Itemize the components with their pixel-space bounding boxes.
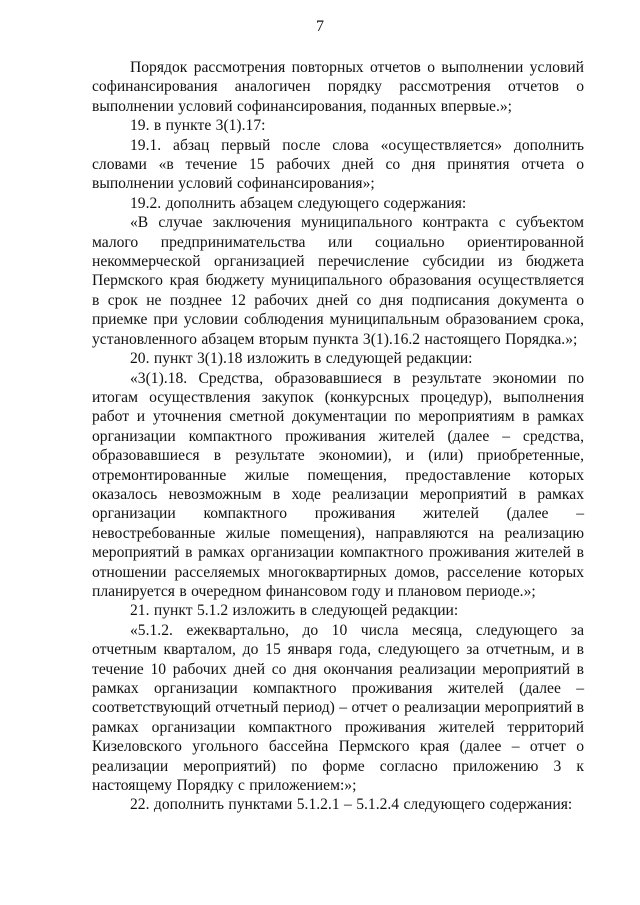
paragraph: 19.2. дополнить абзацем следующего содержания: — [130, 194, 467, 212]
paragraph: «5.1.2. ежеквартально, до 10 числа месяца, следующего за отчетным кварталом, до 15 января года, следующего за отчетным, и в течение 10 рабочих дней со дня окончания реализации мероприятий в рамках организации компактного проживания жителей (далее – соответствующий отчетный период) – отчет о реализации мероприятий в рамках организации компактного проживания жителей территорий Кизеловского угольного бассейна Пермского края (далее – отчет о реализации мероприятий) по форме согласно приложению 3 к настоящему Порядку с приложением:»; — [92, 621, 584, 795]
page-number: 7 — [316, 18, 324, 35]
paragraph: 21. пункт 5.1.2 изложить в следующей редакции: — [130, 602, 459, 620]
paragraph: «В случае заключения муниципального контракта с субъектом малого предпринимательства или социально ориентированной некоммерческой организацией перечисление субсидии из бюджета Пермского края бюджету муниципального образования осуществляется в срок не позднее 12 рабочих дней со дня подписания документа о приемке при условии соблюдения муниципальным образованием срока, установленного абзацем вторым пункта 3(1).16.2 настоящего Порядка.»; — [92, 214, 584, 348]
paragraph: 22. дополнить пунктами 5.1.2.1 – 5.1.2.4 следующего содержания: — [130, 796, 573, 814]
document-body — [92, 58, 584, 815]
paragraph: 20. пункт 3(1).18 изложить в следующей редакции: — [130, 350, 473, 368]
paragraph: Порядок рассмотрения повторных отчетов о выполнении условий софинансирования аналогичен порядку рассмотрения отчетов о выполнении условий софинансирования, поданных впервые.»; — [92, 59, 584, 115]
paragraph: 19. в пункте 3(1).17: — [130, 117, 266, 135]
paragraph: 19.1. абзац первый после слова «осуществляется» дополнить словами «в течение 15 рабочих дней со дня принятия отчета о выполнении условий софинансирования»; — [92, 136, 584, 193]
paragraph: «3(1).18. Средства, образовавшиеся в результате экономии по итогам осуществления закупок (конкурсных процедур), выполнения работ и уточнения сметной документации по мероприятиям в рамках организации компактного проживания жителей (далее – средства, образовавшиеся в результате экономии), и (или) приобретенные, отремонтированные жилые помещения, предоставление которых оказалось невозможным в ходе реализации мероприятий в рамках организации компактного проживания жителей (далее – невостребованные жилые помещения), направляются на реализацию мероприятий в рамках организации компактного проживания жителей в отношении расселяемых многоквартирных домов, расселение которых планируется в очередном финансовом году и плановом периоде.»; — [92, 369, 584, 600]
